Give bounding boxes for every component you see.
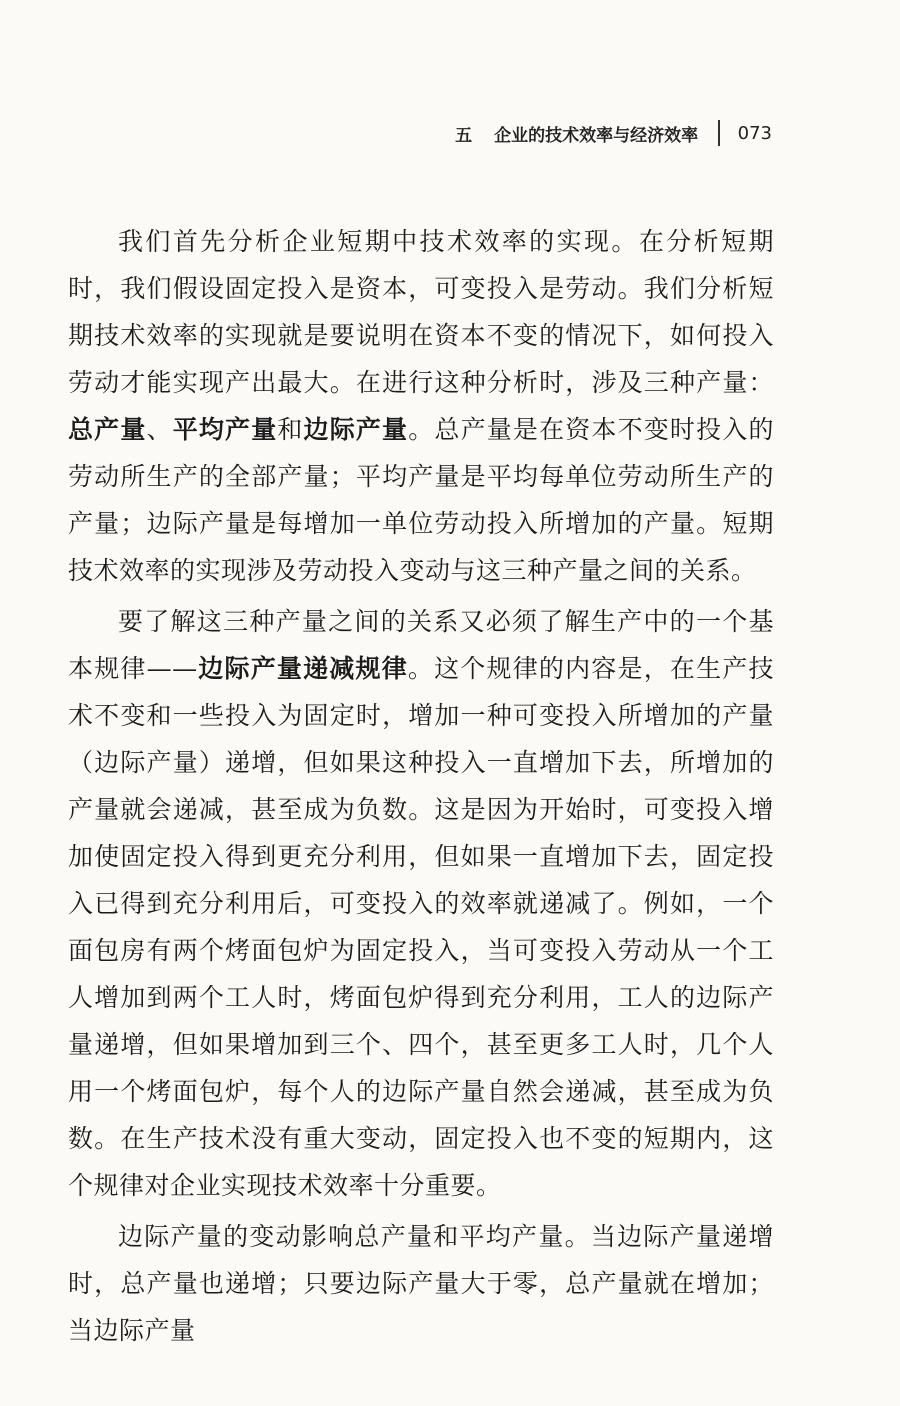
page-number: 073 — [737, 122, 772, 144]
term-average-product: 平均产量 — [172, 415, 278, 444]
term-marginal-product: 边际产量 — [303, 415, 409, 444]
paragraph-2 — [68, 598, 774, 1209]
paragraph-3 — [68, 1213, 774, 1354]
term-diminishing-marginal-returns: 边际产量递减规律 — [197, 654, 408, 683]
text-run: 。这个规律的内容是，在生产技术不变和一些投入为固定时，增加一种可变投入所增加的产量（边际产量）递增，但如果这种投入一直增加下去，所增加的产量就会递减，甚至成为负数。这是因为开始时，可变投入增加使固定投入得到更充分利用，但如果一直增加下去，固定投入已得到充分利用后，可变投入的效率就递减了。例如，一个面包房有两个烤面包炉为固定投入，当可变投入劳动从一个工人增加到两个工人时，烤面包炉得到充分利用，工人的边际产量递增，但如果增加到三个、四个，甚至更多工人时，几个人用一个烤面包炉，每个人的边际产量自然会递减，甚至成为负数。在生产技术没有重大变动，固定投入也不变的短期内，这个规律对企业实现技术效率十分重要。 — [68, 654, 774, 1200]
term-total-product: 总产量 — [68, 415, 147, 444]
text-run: 。总产量是在资本不变时投入的劳动所生产的全部产量；平均产量是平均每单位劳动所生产的产量；边际产量是每增加一单位劳动投入所增加的产量。短期技术效率的实现涉及劳动投入变动与这三种产量之间的关系。 — [68, 415, 774, 585]
text-run: 我们首先分析企业短期中技术效率的实现。在分析短期时，我们假设固定投入是资本，可变投入是劳动。我们分析短期技术效率的实现就是要说明在资本不变的情况下，如何投入劳动才能实现产出最大。在进行这种分析时，涉及三种产量： — [68, 227, 774, 397]
chapter-number: 五 — [455, 125, 473, 146]
paragraph-1 — [68, 218, 774, 594]
chapter-title: 企业的技术效率与经济效率 — [494, 125, 699, 146]
text-run: 和 — [277, 415, 304, 444]
running-header — [455, 120, 772, 146]
body-text — [68, 218, 774, 1358]
header-divider — [718, 120, 720, 146]
text-run: 边际产量的变动影响总产量和平均产量。当边际产量递增时，总产量也递增；只要边际产量大于零，总产量就在增加；当边际产量 — [68, 1222, 774, 1345]
text-run: 要了解这三种产量之间的关系又必须了解生产中的一个基本规律—— — [68, 607, 774, 683]
text-run: 、 — [146, 415, 173, 444]
